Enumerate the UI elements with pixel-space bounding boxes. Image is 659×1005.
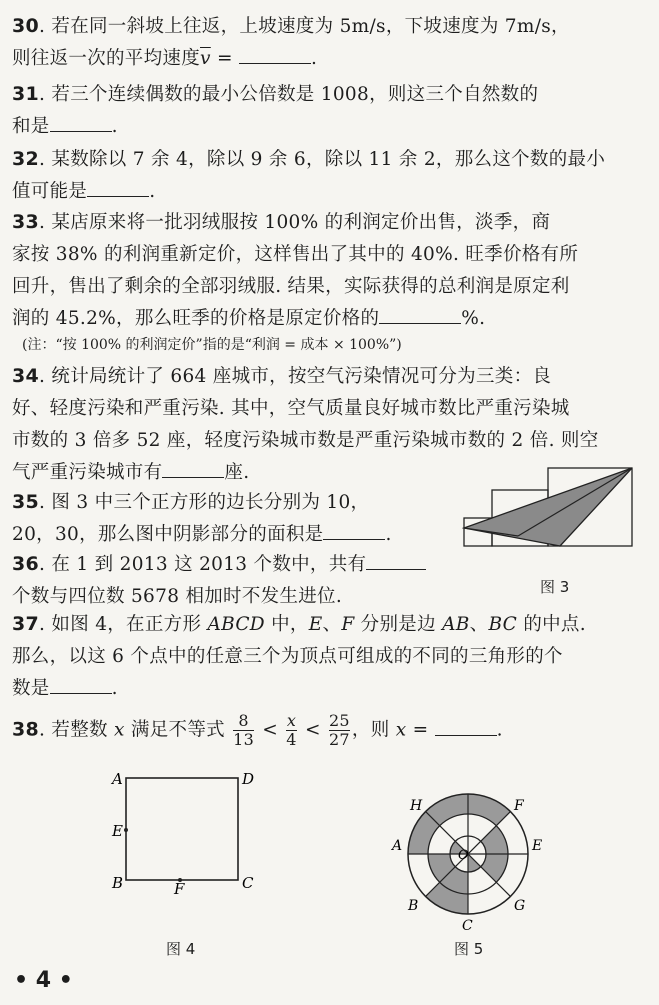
question-33 — [12, 206, 645, 335]
shaded-sector — [481, 854, 508, 882]
question-text: . 某数除以 7 余 4，除以 9 余 6，除以 11 余 2，那么这个数的最小 — [39, 149, 606, 170]
period: . — [496, 719, 503, 741]
answer-blank[interactable] — [323, 519, 385, 540]
page-number: • 4 • — [14, 968, 73, 993]
question-text: 回升，售出了剩余的全部羽绒服. 结果，实际获得的总利润是原定利 — [12, 276, 570, 297]
separator: 、 — [469, 614, 489, 635]
question-text: 润的 45.2%，那么旺季的价格是原定价格的 — [12, 308, 380, 329]
answer-blank[interactable] — [50, 111, 112, 132]
question-30 — [12, 10, 645, 75]
question-text: . 在 1 到 2013 这 2013 个数中，共有 — [39, 554, 367, 575]
question-text: 则往返一次的平均速度 — [12, 48, 201, 69]
side-label: BC — [488, 614, 518, 635]
period: . — [310, 48, 318, 69]
separator: 、 — [322, 614, 342, 635]
question-number: 31 — [12, 83, 40, 105]
question-text: . 某店原来将一批羽绒服按 100% 的利润定价出售，淡季，商 — [39, 212, 551, 233]
question-text: 中， — [264, 614, 309, 635]
footnote: (注：“按 100% 的利润定价”指的是“利润 = 成本 × 100%”) — [22, 337, 402, 353]
fraction-25-27 — [329, 712, 350, 749]
square-abcd — [126, 778, 238, 880]
label-e: E — [112, 822, 123, 840]
period: . — [111, 678, 118, 699]
label-a: A — [112, 770, 123, 788]
numerator: 8 — [238, 711, 249, 730]
question-text: 满足不等式 — [124, 719, 225, 741]
label-h: H — [410, 798, 423, 814]
label-c: C — [242, 874, 254, 892]
question-35 — [12, 486, 459, 551]
variable-x: x — [114, 719, 125, 741]
figure-5-circles — [388, 774, 548, 934]
square-label: ABCD — [207, 614, 265, 635]
question-text: . 如图 4，在正方形 — [39, 614, 208, 635]
unit-text: 座. — [224, 462, 250, 483]
denominator: 27 — [328, 730, 350, 749]
answer-blank[interactable] — [50, 673, 112, 694]
question-text: 和是 — [12, 116, 50, 137]
label-g: G — [514, 898, 526, 914]
label-f: F — [514, 798, 524, 814]
fraction-8-13 — [233, 712, 254, 749]
question-number: 34 — [12, 365, 40, 387]
less-than-sign: < — [304, 719, 321, 741]
shaded-sector — [481, 826, 508, 854]
question-text: 20，30，那么图中阴影部分的面积是 — [12, 524, 324, 545]
equals-sign: = — [216, 48, 233, 69]
label-o: O — [458, 848, 469, 863]
question-number: 32 — [12, 148, 40, 170]
denominator: 13 — [233, 730, 255, 749]
label-b: B — [112, 874, 124, 892]
figure-5-caption: 图 5 — [454, 940, 484, 958]
numerator: 25 — [328, 711, 350, 730]
denominator: 4 — [286, 730, 297, 749]
fraction-x-4 — [286, 712, 296, 749]
question-number: 35 — [12, 491, 40, 513]
label-c: C — [462, 918, 473, 934]
period: . — [111, 116, 118, 137]
question-text: 数是 — [12, 678, 50, 699]
period: . — [149, 181, 156, 202]
question-text: 家按 38% 的利润重新定价，这样售出了其中的 40%. 旺季价格有所 — [12, 244, 579, 265]
question-number: 36 — [12, 553, 40, 575]
question-text: 个数与四位数 5678 相加时不发生进位. — [12, 586, 343, 607]
question-number: 33 — [12, 211, 40, 233]
question-text: 分别是边 — [354, 614, 443, 635]
question-text: . 统计局统计了 664 座城市，按空气污染情况可分为三类：良 — [39, 366, 552, 387]
point-label: F — [341, 614, 355, 635]
label-b: B — [408, 898, 419, 914]
equals-sign: = — [406, 719, 429, 741]
label-a: A — [392, 838, 403, 854]
answer-blank[interactable] — [87, 176, 149, 197]
shaded-sector — [468, 794, 510, 826]
question-number: 37 — [12, 613, 40, 635]
question-text: 那么，以这 6 个点中的任意三个为顶点可组成的不同的三角形的个 — [12, 646, 563, 667]
question-31 — [12, 78, 645, 143]
question-text: 市数的 3 倍多 52 座，轻度污染城市数是严重污染城市数的 2 倍. 则空 — [12, 430, 599, 451]
question-number: 38 — [12, 718, 40, 741]
question-text: . 若三个连续偶数的最小公倍数是 1008，则这三个自然数的 — [39, 84, 539, 105]
numerator: x — [286, 711, 297, 730]
figure-3-squares — [462, 466, 652, 560]
variable-x: x — [395, 719, 407, 741]
answer-blank[interactable] — [366, 549, 426, 570]
question-36 — [12, 548, 459, 613]
figure-4-caption: 图 4 — [166, 940, 196, 958]
answer-blank[interactable] — [162, 457, 224, 478]
side-label: AB — [442, 614, 470, 635]
answer-blank[interactable] — [239, 43, 311, 64]
question-text: ，则 — [351, 719, 396, 741]
point-label: E — [308, 614, 323, 635]
question-text: . 图 3 中三个正方形的边长分别为 10， — [39, 492, 370, 513]
answer-blank[interactable] — [435, 715, 497, 736]
figure-3-caption: 图 3 — [540, 578, 570, 596]
question-text: 好、轻度污染和严重污染. 其中，空气质量良好城市数比严重污染城 — [12, 398, 570, 419]
question-number: 30 — [12, 15, 40, 37]
label-e: E — [532, 838, 543, 854]
period: . — [385, 524, 392, 545]
velocity-symbol: $\overline{v}$ — [200, 48, 211, 69]
answer-blank[interactable] — [379, 303, 461, 324]
question-text: . 若在同一斜坡上往返，上坡速度为 5m/s，下坡速度为 7m/s， — [39, 16, 570, 37]
point-e — [124, 828, 128, 832]
question-text: 的中点. — [517, 614, 586, 635]
question-text: 气严重污染城市有 — [12, 462, 163, 483]
figure-4-square — [104, 768, 264, 896]
less-than-sign: < — [262, 719, 279, 741]
question-38 — [12, 712, 645, 749]
label-d: D — [242, 770, 255, 788]
question-37 — [12, 608, 645, 705]
label-f: F — [174, 880, 185, 896]
percent-sign: %. — [461, 308, 486, 329]
question-text: 值可能是 — [12, 181, 88, 202]
question-32 — [12, 143, 645, 208]
question-text: . 若整数 — [39, 719, 114, 741]
